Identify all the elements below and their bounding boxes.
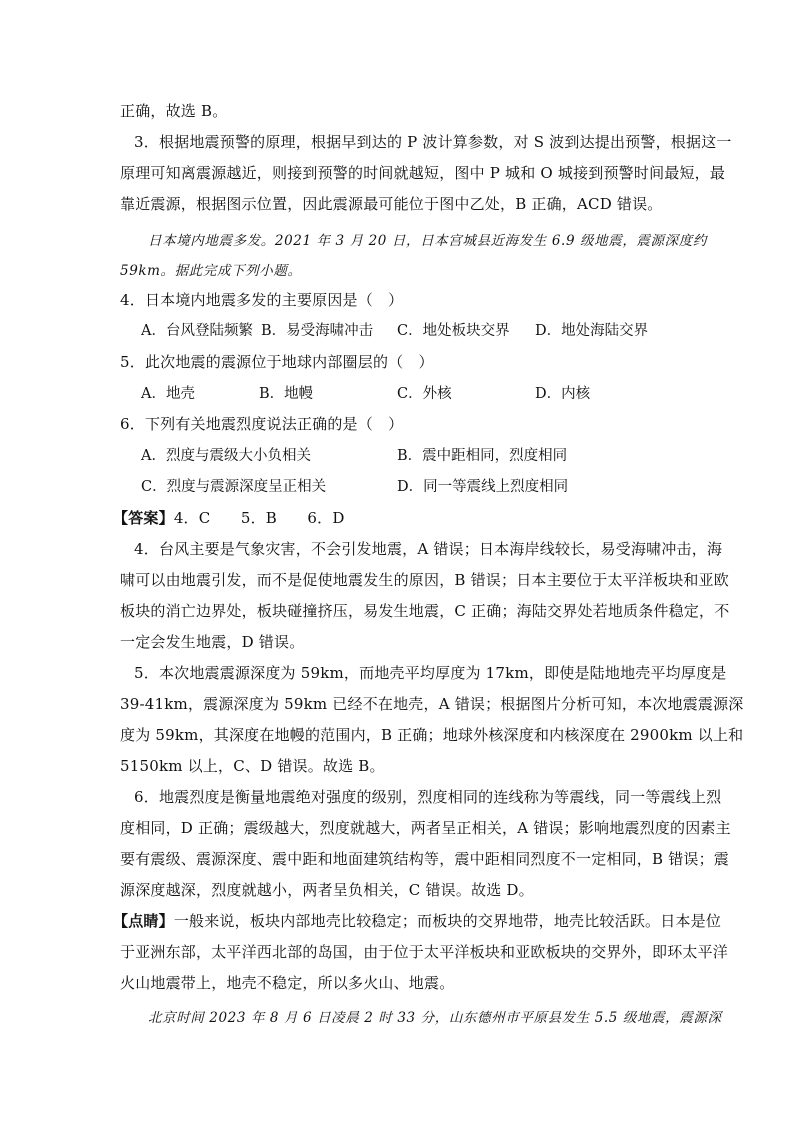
question-5-stem: 5．此次地震的震源位于地球内部圈层的（ ） (120, 353, 434, 371)
explanation-5-line-4: 5150km 以上，C、D 错误。故选 B。 (120, 757, 385, 775)
explanation-4-line-3: 板块的消亡边界处，板块碰撞挤压，易发生地震，C 正确；海陆交界处若地质条件稳定，不 (120, 602, 730, 620)
explanation-5-line-3: 度为 59km，其深度在地幔的范围内，B 正确；地球外核深度和内核深度在 2900km 以上和 (120, 726, 744, 744)
explanation-3-line-1: 3．根据地震预警的原理，根据早到达的 P 波计算参数，对 S 波到达提出预警，根据这一 (134, 133, 732, 151)
question-4-option-a: A．台风登陆频繁 (141, 323, 253, 339)
note-line-3: 火山地震带上，地壳不稳定，所以多火山、地震。 (120, 974, 455, 992)
paragraph-continuation: 正确，故选 B。 (120, 102, 228, 120)
note-line-2: 于亚洲东部，太平洋西北部的岛国，由于位于太平洋板块和亚欧板块的交界外，即环太平洋 (120, 943, 729, 961)
note-label: 【点睛】 (113, 912, 174, 930)
note-line-1 (113, 911, 721, 931)
question-4-stem: 4．日本境内地震多发的主要原因是（ ） (120, 291, 404, 309)
material-intro-line-2: 59km。据此完成下列小题。 (120, 263, 302, 279)
question-6-option-a: A．烈度与震级大小负相关 (141, 448, 311, 464)
explanation-6-line-2: 度相同，D 正确；震级越大，烈度就越大，两者呈正相关，A 错误；影响地震烈度的因素主 (120, 819, 731, 837)
explanation-6-line-4: 源深度越深，烈度就越小，两者呈负相关，C 错误。故选 D。 (120, 881, 534, 899)
question-6-option-d: D．同一等震线上烈度相同 (397, 479, 569, 495)
question-6-option-c: C．烈度与震源深度呈正相关 (141, 479, 327, 495)
question-4-option-c: C．地处板块交界 (397, 323, 510, 339)
question-5-option-b: B．地幔 (259, 386, 314, 402)
question-6-option-b: B．震中距相同，烈度相同 (397, 448, 568, 464)
explanation-3-line-2: 原理可知离震源越近，则接到预警的时间就越短，图中 P 城和 O 城接到预警时间最短，最 (120, 164, 726, 182)
explanation-4-line-2: 啸可以由地震引发，而不是促使地震发生的原因，B 错误；日本主要位于太平洋板块和亚欧 (120, 571, 729, 589)
question-4-option-b: B．易受海啸冲击 (261, 323, 374, 339)
material-intro-2-line-1: 北京时间 2023 年 8 月 6 日凌晨 2 时 33 分，山东德州市平原县发生 5.5 级地震，震源深 (148, 1010, 722, 1026)
explanation-5-line-2: 39-41km，震源深度为 59km 已经不在地壳，A 错误；根据图片分析可知，本次地震震源深 (120, 695, 744, 713)
explanation-5-line-1: 5．本次地震震源深度为 59km，而地壳平均厚度为 17km，即使是陆地地壳平均厚度是 (134, 664, 727, 682)
explanation-4-line-1: 4．台风主要是气象灾害，不会引发地震，A 错误；日本海岸线较长，易受海啸冲击，海 (134, 540, 723, 558)
question-5-option-a: A．地壳 (141, 386, 195, 402)
explanation-4-line-4: 一定会发生地震，D 错误。 (120, 633, 305, 651)
question-4-option-d: D．地处海陆交界 (535, 323, 649, 339)
answer-line (113, 508, 345, 528)
question-5-option-c: C．外核 (397, 386, 452, 402)
answer-text: 4．C 5．B 6．D (173, 509, 345, 527)
explanation-6-line-3: 要有震级、震源深度、震中距和地面建筑结构等，震中距相同烈度不一定相同，B 错误；震 (120, 850, 729, 868)
note-first-text: 一般来说，板块内部地壳比较稳定；而板块的交界地带，地壳比较活跃。日本是位 (173, 912, 722, 930)
explanation-3-line-3: 靠近震源，根据图示位置，因此震源最可能位于图中乙处，B 正确，ACD 错误。 (120, 195, 663, 213)
question-5-option-d: D．内核 (535, 386, 591, 402)
answer-label: 【答案】 (113, 509, 174, 527)
material-intro-line-1: 日本境内地震多发。2021 年 3 月 20 日，日本宫城县近海发生 6.9 级地震，震源深度约 (148, 233, 707, 249)
question-6-stem: 6．下列有关地震烈度说法正确的是（ ） (120, 415, 404, 433)
explanation-6-line-1: 6．地震烈度是衡量地震绝对强度的级别，烈度相同的连线称为等震线，同一等震线上烈 (134, 788, 722, 806)
